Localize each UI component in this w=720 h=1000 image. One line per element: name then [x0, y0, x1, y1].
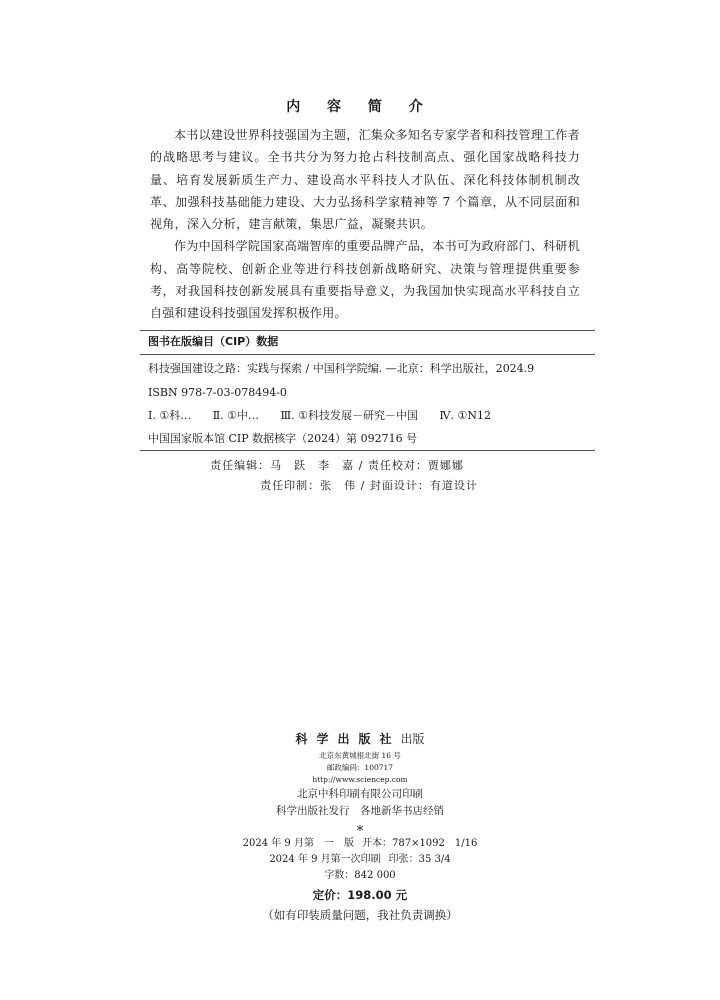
- word-count: 字数：842 000: [324, 870, 396, 881]
- publisher-address: 北京东黄城根北街 16 号: [319, 751, 401, 760]
- cip-bottom-rule: [140, 450, 595, 451]
- summary-title: 内 容 简 介: [286, 99, 434, 115]
- cip-class-2: Ⅱ. ①中…: [212, 409, 260, 422]
- quality-note: （如有印装质量问题，我社负责调换）: [262, 908, 458, 922]
- summary-paragraph-1: 本书以建设世界科技强国为主题，汇集众多知名专家学者和科技管理工作者的战略思考与建议。全书共分为努力抢占科技制高点、强化国家战略科技力量、培育发展新质生产力、建设高水平科技人才队伍、深化科技体制机制改革、加强科技基础能力建设、大力弘扬科学家精神等 7 个篇章，从不同层面和视角，深入分析，建言献策，集思广益，凝聚共识。: [150, 128, 580, 232]
- cip-isbn: ISBN 978-7-03-078494-0: [148, 386, 287, 399]
- distributor-line: 科学出版社发行 各地新华书店经销: [276, 805, 444, 817]
- publisher-brand-suffix: 出版: [400, 732, 425, 746]
- sheets-text: 印张：35 3/4: [388, 854, 451, 865]
- credits-line-2: 责任印制：张 伟 / 封面设计：有道设计: [260, 479, 478, 492]
- printing-text: 2024 年 9 月第一次印刷: [269, 854, 381, 865]
- printer-line: 北京中科印刷有限公司印刷: [297, 788, 423, 800]
- cip-data-block: [140, 330, 595, 451]
- summary-paragraph-2: 作为中国科学院国家高端智库的重要品牌产品，本书可为政府部门、科研机构、高等院校、创新企业等进行科技创新战略研究、决策与管理提供重要参考，对我国科技创新发展具有重要指导意义，为我国加快实现高水平科技自立自强和建设科技强国发挥积极作用。: [150, 239, 580, 321]
- credits-line-1: 责任编辑：马 跃 李 嘉 / 责任校对：贾娜娜: [210, 459, 464, 472]
- publisher-brand: 科学出版社: [295, 732, 401, 746]
- cip-class-4: Ⅳ. ①N12: [439, 409, 491, 422]
- publisher-name: [0, 728, 720, 750]
- summary-section: [150, 124, 580, 325]
- publisher-block: [0, 728, 720, 924]
- edition-text: 2024 年 9 月第 一 版: [242, 838, 354, 849]
- separator-star: *: [356, 824, 364, 839]
- format-text: 开本：787×1092 1/16: [361, 838, 478, 849]
- cip-class-1: Ⅰ. ①科…: [148, 409, 192, 422]
- editorial-credits: [0, 456, 720, 496]
- cip-class-3: Ⅲ. ①科技发展－研究－中国: [280, 409, 419, 422]
- price: 定价：198.00 元: [312, 888, 408, 902]
- printing-line: [0, 852, 720, 868]
- edition-line: [0, 836, 720, 852]
- cip-heading: 图书在版编目（CIP）数据: [148, 335, 279, 348]
- cip-book-line: 科技强国建设之路：实践与探索 / 中国科学院编. —北京：科学出版社，2024.9: [148, 362, 535, 375]
- publisher-website: http://www.sciencep.com: [312, 775, 408, 784]
- cip-classification: [140, 404, 595, 427]
- publisher-postcode: 邮政编码：100717: [326, 763, 394, 772]
- cip-record-number: 中国国家版本馆 CIP 数据核字（2024）第 092716 号: [148, 432, 418, 445]
